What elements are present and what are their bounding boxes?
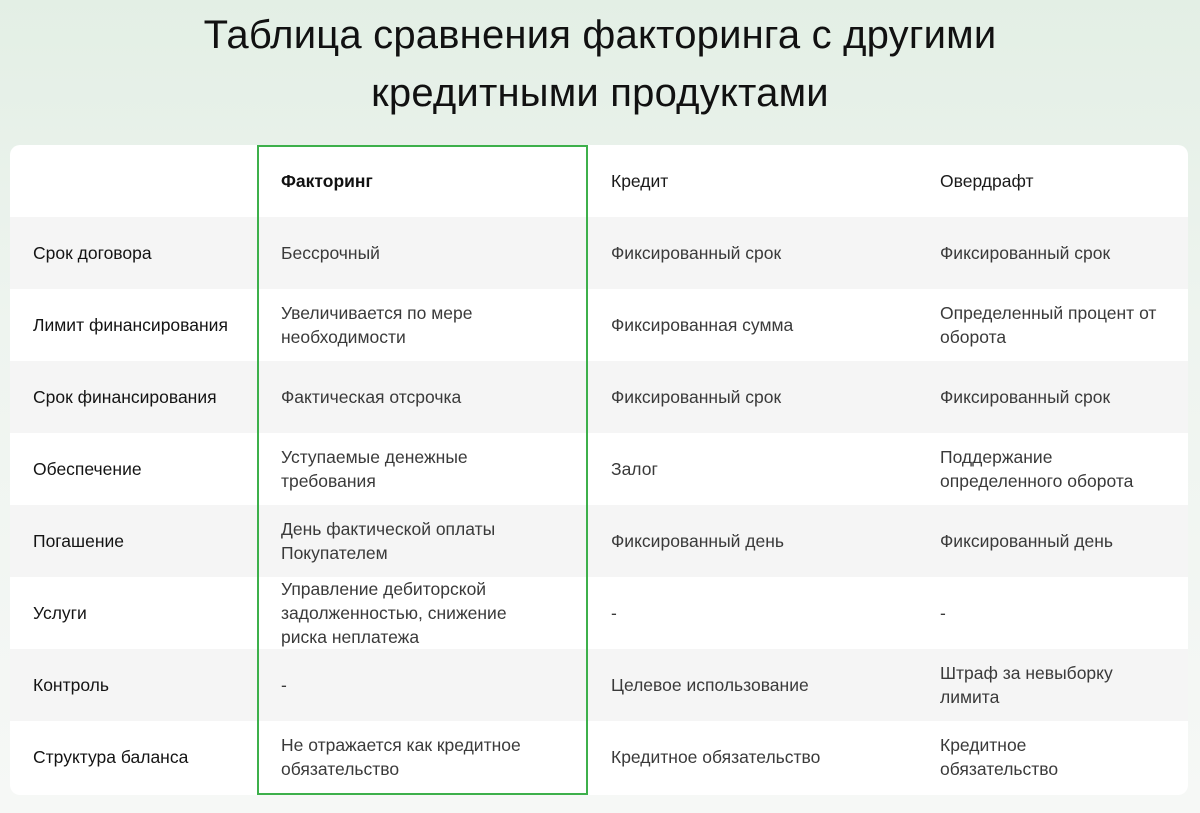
page-title-line-2: кредитными продуктами (371, 71, 829, 115)
row-label: Обеспечение (33, 459, 142, 479)
overdraft-cell: Определенный процент от оборота (940, 303, 1157, 347)
header-overdraft: Овердрафт (940, 171, 1034, 191)
table-row (10, 433, 1188, 505)
row-label: Структура баланса (33, 747, 189, 767)
table-row (10, 505, 1188, 577)
page-title-line-1: Таблица сравнения факторинга с другими (203, 13, 997, 57)
overdraft-cell: Поддержание определенного оборота (940, 447, 1134, 491)
overdraft-cell: Фиксированный срок (940, 243, 1111, 263)
overdraft-cell: Фиксированный срок (940, 387, 1111, 407)
row-label: Лимит финансирования (33, 315, 228, 335)
credit-cell: Кредитное обязательство (611, 747, 821, 767)
factoring-cell: День фактической оплаты Покупателем (281, 519, 496, 563)
credit-cell: Фиксированный срок (611, 387, 782, 407)
factoring-cell: Увеличивается по мере необходимости (281, 303, 473, 347)
table-header-row (10, 145, 1188, 217)
header-factoring: Факторинг (281, 171, 373, 191)
table-row (10, 721, 1188, 793)
factoring-cell: Уступаемые денежные требования (281, 447, 468, 491)
credit-cell: Фиксированный срок (611, 243, 782, 263)
credit-cell: Целевое использование (611, 675, 809, 695)
header-credit: Кредит (611, 171, 669, 191)
table-row (10, 649, 1188, 721)
table-row (10, 361, 1188, 433)
credit-cell: Фиксированная сумма (611, 315, 794, 335)
overdraft-cell: Фиксированный день (940, 531, 1114, 551)
credit-cell: Фиксированный день (611, 531, 785, 551)
factoring-cell: Фактическая отсрочка (281, 387, 462, 407)
row-label: Срок финансирования (33, 387, 217, 407)
comparison-table (10, 145, 1188, 795)
page-title (0, 6, 1200, 122)
overdraft-cell: - (940, 603, 946, 623)
row-label: Контроль (33, 675, 110, 695)
table-row (10, 577, 1188, 649)
factoring-cell: Не отражается как кредитное обязательство (281, 735, 521, 779)
credit-cell: Залог (611, 459, 658, 479)
overdraft-cell: Штраф за невыборку лимита (940, 663, 1113, 707)
factoring-cell: - (281, 675, 287, 695)
header-empty-cell (33, 145, 253, 217)
row-label: Погашение (33, 531, 124, 551)
factoring-cell: Управление дебиторской задолженностью, снижение риска неплатежа (281, 579, 507, 647)
row-label: Срок договора (33, 243, 152, 263)
table-row (10, 289, 1188, 361)
factoring-cell: Бессрочный (281, 243, 380, 263)
table-row (10, 217, 1188, 289)
overdraft-cell: Кредитное обязательство (940, 735, 1059, 779)
row-label: Услуги (33, 603, 87, 623)
credit-cell: - (611, 603, 617, 623)
